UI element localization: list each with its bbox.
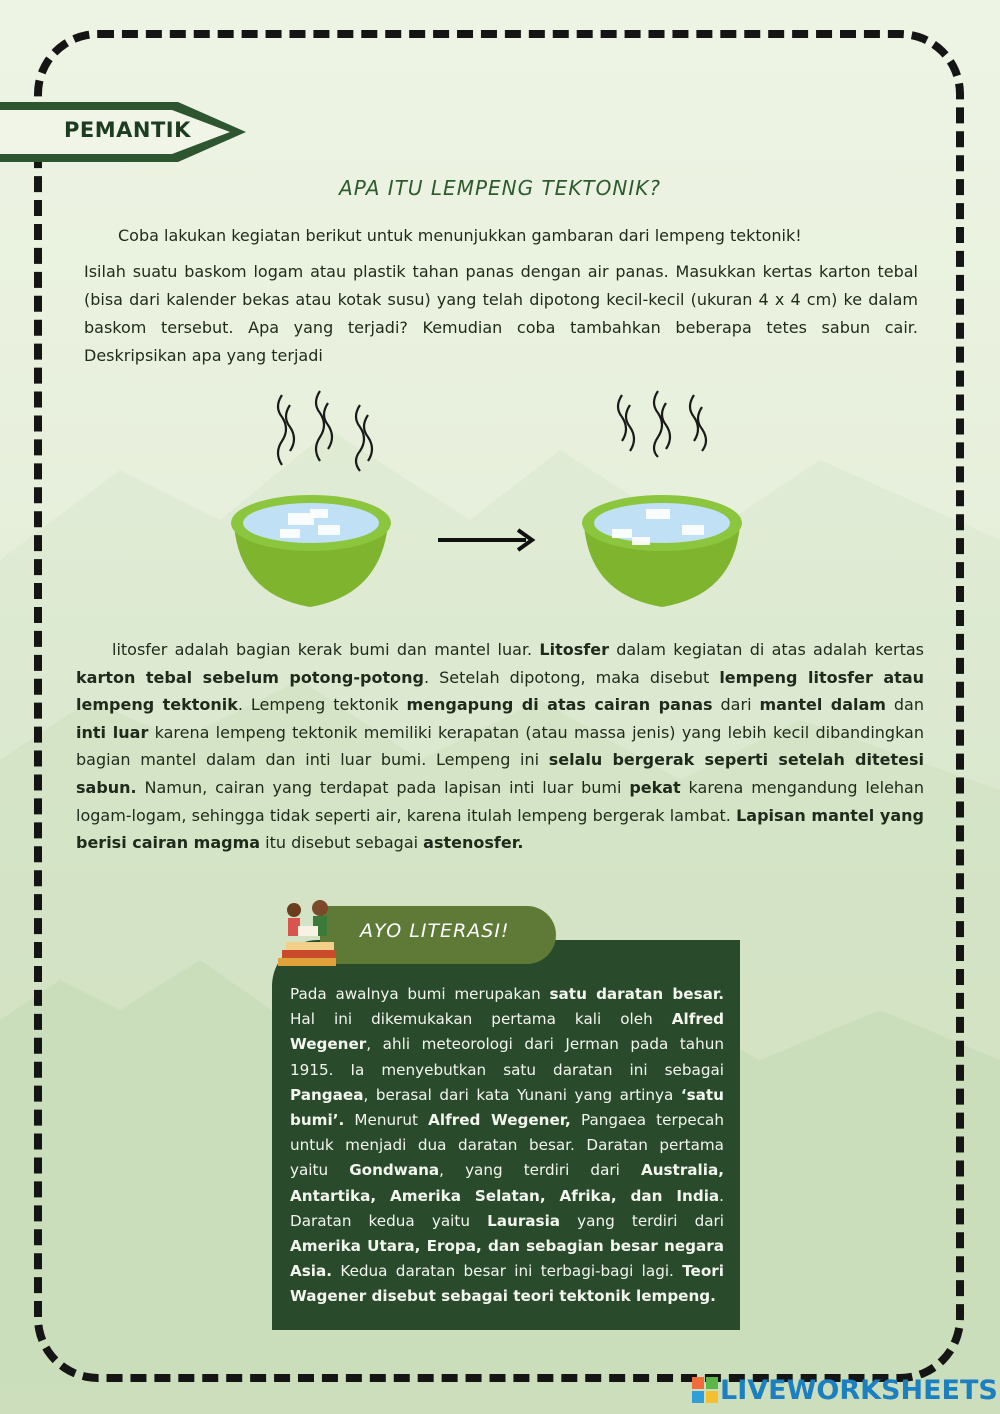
page-title: APA ITU LEMPENG TEKTONIK? [339, 176, 661, 200]
explanation-text: karena lempeng tektonik memiliki kerapatan (atau massa jenis) yang lebih kecil dibandingkan bagian mantel dalam dan inti luar bumi. Lempeng ini [76, 722, 924, 770]
literasi-text: , ahli meteorologi dari Jerman pada tahun 1915. Ia menyebutkan satu daratan ini sebagai [290, 1035, 724, 1079]
explanation-bold-text: lempeng litosfer atau lempeng tektonik [76, 667, 925, 715]
explanation-bold-text: mengapung di atas cairan panas [406, 695, 713, 715]
explanation-text: Namun, cairan yang terdapat pada lapisan inti luar bumi [136, 777, 630, 797]
literasi-bold-text: satu daratan besar. [549, 985, 724, 1003]
explanation-bold-text: selalu bergerak seperti setelah ditetesi sabun. [76, 750, 924, 797]
experiment-illustration [220, 385, 760, 620]
literasi-bold-text: Amerika Utara, Eropa, dan sebagian besar negara Asia. [290, 1237, 724, 1281]
literasi-text: , berasal dari kata Yunani yang artinya [363, 1085, 681, 1104]
literasi-box [272, 940, 740, 1330]
explanation-bold-text: pekat [629, 777, 681, 797]
steam-icon [278, 391, 706, 471]
literasi-bold-text: Laurasia [487, 1211, 561, 1230]
explanation-text: karena mengandung lelehan logam-logam, sehingga tidak seperti air, karena itulah lempeng bergerak lambat. [76, 777, 924, 825]
explanation-text: . Setelah dipotong, maka disebut [423, 667, 720, 687]
watermark-text: LIVEWORKSHEETS [720, 1374, 998, 1406]
section-label: PEMANTIK [64, 118, 191, 142]
literasi-bold-text: ‘satu bumi’. [290, 1085, 724, 1130]
literasi-text: . Daratan kedua yaitu [290, 1186, 724, 1230]
literasi-bold-text: Alfred Wegener, [428, 1111, 571, 1130]
explanation-bold-text: Litosfer [539, 640, 609, 659]
activity-intro: Coba lakukan kegiatan berikut untuk menunjukkan gambaran dari lempeng tektonik! [118, 226, 802, 245]
arrow-right-icon [438, 530, 532, 550]
literasi-text: Hal ini dikemukakan pertama kali oleh [290, 1010, 672, 1029]
literasi-bold-text: Pangaea [290, 1085, 364, 1104]
literasi-text: Menurut [344, 1111, 429, 1130]
explanation-bold-text: mantel dalam [759, 695, 886, 715]
literasi-bold-text: Teori Wagener disebut sebagai teori tektonik lempeng. [290, 1262, 724, 1306]
literasi-label: AYO LITERASI! [360, 920, 510, 942]
explanation-text: . Lempeng tektonik [237, 695, 407, 715]
literasi-text: Kedua daratan besar ini terbagi-bagi lagi. [332, 1262, 683, 1281]
liveworksheets-logo-icon [690, 1375, 720, 1405]
liveworksheets-watermark [690, 1374, 998, 1406]
explanation-text: dari [712, 695, 760, 715]
literasi-text: , yang terdiri dari [439, 1161, 641, 1180]
kids-reading-icon [272, 896, 348, 970]
literasi-bold-text: Australia, Antartika, Amerika Selatan, Afrika, dan India [290, 1161, 724, 1205]
explanation-bold-text: karton tebal sebelum potong-potong [76, 667, 424, 687]
explanation-text: litosfer adalah bagian kerak bumi dan mantel luar. [112, 640, 540, 659]
literasi-text: Pangaea terpecah untuk menjadi dua daratan besar. Daratan pertama yaitu [290, 1111, 724, 1180]
explanation-text: itu disebut sebagai [260, 833, 424, 853]
explanation-paragraph [76, 636, 924, 857]
literasi-text: yang terdiri dari [560, 1211, 724, 1230]
basin-icon [582, 495, 742, 607]
explanation-bold-text: inti luar [76, 722, 149, 742]
literasi-text: Pada awalnya bumi merupakan [290, 985, 550, 1003]
basin-icon [231, 495, 391, 607]
explanation-bold-text: Lapisan mantel yang berisi cairan magma [76, 805, 924, 853]
literasi-bold-text: Gondwana [349, 1161, 440, 1180]
explanation-bold-text: astenosfer. [423, 833, 524, 853]
explanation-text: dan [885, 695, 925, 715]
activity-procedure: Isilah suatu baskom logam atau plastik tahan panas dengan air panas. Masukkan kertas karton tebal (bisa dari kalender bekas atau kotak susu) yang telah dipotong kecil-kecil (ukuran 4 x 4 cm) ke dalam baskom tersebut. Apa yang terjadi? Kemudian coba tambahkan beberapa tetes sabun cair. Deskripsikan apa yang terjadi [84, 262, 918, 365]
literasi-bold-text: Alfred Wegener [290, 1010, 724, 1054]
explanation-text: dalam kegiatan di atas adalah kertas [608, 640, 924, 659]
